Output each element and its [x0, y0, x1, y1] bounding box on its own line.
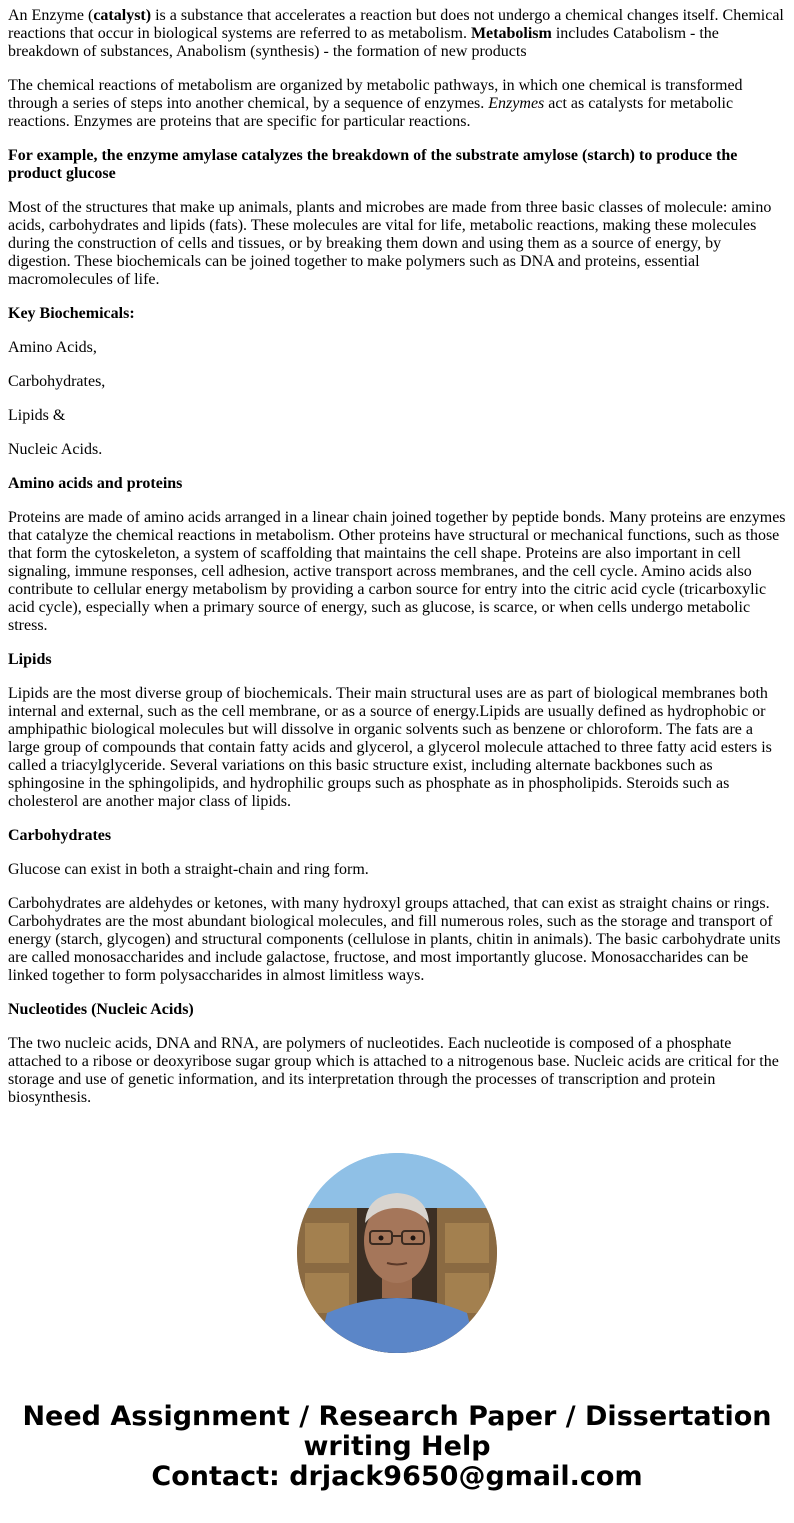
intro-text: includes Catabolism - the breakdown of substances, Anabolism (synthesis) - the formation of new products — [8, 25, 719, 60]
intro-text: act as catalysts for metabolic reactions. Enzymes are proteins that are specific for particular reactions. — [8, 95, 734, 130]
enzymes-term: Enzymes — [488, 95, 545, 112]
section-paragraph: Glucose can exist in both a straight-chain and ring form. — [8, 861, 369, 878]
author-portrait-image — [297, 1153, 497, 1353]
key-item-nucleic-acids: Nucleic Acids. — [8, 441, 103, 458]
section-paragraph: Proteins are made of amino acids arranged in a linear chain joined together by peptide bonds. Many proteins are enzymes that catalyze the chemical reactions in metabolism. Other proteins have structural or mechanical functions, such as those that form the cytoskeleton, a system of scaffolding that maintains the cell shape. Proteins are also important in cell signaling, immune responses, cell adhesion, active transport across membranes, and the cell cycle. Amino acids also contribute to cellular energy metabolism by providing a carbon source for entry into the citric acid cycle (tricarboxylic acid cycle), especially when a primary source of energy, such as glucose, is scarce, or when cells undergo metabolic stress. — [8, 509, 786, 634]
intro-text: The chemical reactions of metabolism are organized by metabolic pathways, in which one chemical is transformed through a series of steps into another chemical, by a sequence of enzymes. — [8, 77, 743, 112]
section-heading-nucleotides: Nucleotides (Nucleic Acids) — [8, 1001, 194, 1018]
section-paragraph: Carbohydrates are aldehydes or ketones, with many hydroxyl groups attached, that can exist as straight chains or rings. Carbohydrates are the most abundant biological molecules, and fill numerous roles, such as the storage and transport of energy (starch, glycogen) and structural components (cellulose in plants, chitin in animals). The basic carbohydrate units are called monosaccharides and include galactose, fructose, and most importantly glucose. Monosaccharides can be linked together to form polysaccharides in almost limitless ways. — [8, 895, 781, 984]
intro-paragraph-4: Most of the structures that make up animals, plants and microbes are made from three basic classes of molecule: amino acids, carbohydrates and lipids (fats). These molecules are vital for life, metabolic reactions, making these molecules during the construction of cells and tissues, or by breaking them down and using them as a source of energy, by digestion. These biochemicals can be joined together to make polymers such as DNA and proteins, essential macromolecules of life. — [8, 199, 772, 288]
key-item-amino-acids: Amino Acids, — [8, 339, 97, 356]
intro-paragraph-2 — [8, 77, 786, 131]
intro-text: An Enzyme ( — [8, 7, 94, 24]
section-paragraph: The two nucleic acids, DNA and RNA, are polymers of nucleotides. Each nucleotide is composed of a phosphate attached to a ribose or deoxyribose sugar group which is attached to a nitrogenous base. Nucleic acids are critical for the storage and use of genetic information, and its interpretation through the processes of transcription and protein biosynthesis. — [8, 1035, 779, 1106]
contact-banner — [0, 1402, 794, 1492]
author-photo — [297, 1153, 497, 1353]
example-statement: For example, the enzyme amylase catalyzes the breakdown of the substrate amylose (starch) to produce the product glucose — [8, 147, 738, 182]
section-heading-amino-acids: Amino acids and proteins — [8, 475, 183, 492]
section-heading-carbohydrates: Carbohydrates — [8, 827, 112, 844]
metabolism-term: Metabolism — [470, 25, 552, 42]
cta-contact-line: Contact: drjack9650@gmail.com — [151, 1461, 643, 1492]
key-biochemicals-heading: Key Biochemicals: — [8, 305, 135, 322]
key-item-lipids: Lipids & — [8, 407, 66, 424]
intro-paragraph-1 — [8, 7, 786, 61]
section-paragraph: Lipids are the most diverse group of biochemicals. Their main structural uses are as part of biological membranes both internal and external, such as the cell membrane, or as a source of energy.Lipids are usually defined as hydrophobic or amphipathic biological molecules but will dissolve in organic solvents such as benzene or chloroform. The fats are a large group of compounds that contain fatty acids and glycerol, a glycerol molecule attached to three fatty acid esters is called a triacylglyceride. Several variations on this basic structure exist, including alternate backbones such as sphingosine in the sphingolipids, and hydrophilic groups such as phosphate as in phospholipids. Steroids such as cholesterol are another major class of lipids. — [8, 685, 772, 810]
section-heading-lipids: Lipids — [8, 651, 52, 668]
key-item-carbohydrates: Carbohydrates, — [8, 373, 106, 390]
catalyst-term: catalyst) — [93, 7, 152, 24]
cta-line-2: writing Help — [303, 1431, 491, 1462]
intro-text: is a substance that accelerates a reaction but does not undergo a chemical changes itself. Chemical reactions that occur in biological systems are referred to as metabolism. — [8, 7, 784, 42]
cta-line-1: Need Assignment / Research Paper / Dissertation — [22, 1401, 772, 1432]
